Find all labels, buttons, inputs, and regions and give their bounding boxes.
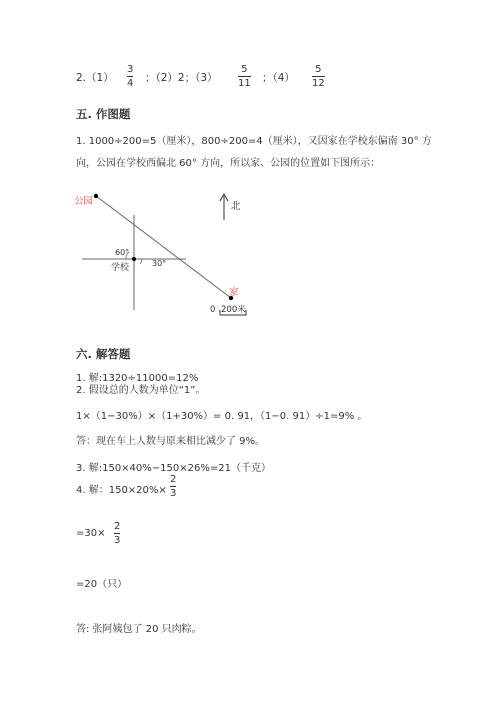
fraction-numerator: 2 [114, 521, 121, 532]
angle-60-label: 60° [115, 248, 130, 257]
angle-arc-30 [140, 259, 142, 264]
answer-2-conclusion: 答：现在车上人数与原来相比减少了 9%。 [76, 436, 266, 447]
section-6-heading: 六. 解答题 [76, 347, 131, 361]
angle-30-label: 30° [152, 259, 167, 268]
fraction-denominator: 3 [170, 488, 177, 499]
q2-prefix: 2.（1） [76, 72, 114, 84]
answer-4: 4. 解：150×20%× [76, 485, 167, 496]
q2-separator-2: ；（4） [262, 72, 295, 84]
answer-1: 1. 解:1320÷11000=12% [76, 373, 199, 384]
fraction-denominator: 3 [114, 535, 121, 546]
section-5-line-1: 1. 1000÷200=5（厘米），800÷200=4（厘米），又因家在学校东偏南 30° 方 [76, 136, 432, 147]
north-label: 北 [231, 201, 241, 212]
fraction-numerator: 5 [315, 64, 322, 75]
answer-4-step-1-fraction [114, 521, 120, 546]
fraction-denominator: 11 [238, 78, 251, 89]
fraction-numerator: 2 [170, 474, 177, 485]
section-5-line-2: 向，公园在学校西偏北 60° 方向，所以家、公园的位置如下图所示： [76, 158, 381, 169]
answer-2-calculation: 1×（1−30%）×（1+30%）= 0. 91，（1−0. 91）÷1=9% 。 [76, 411, 368, 422]
answer-4-step-1: =30× [76, 528, 106, 539]
fraction-numerator: 5 [241, 64, 248, 75]
fraction-bar [114, 533, 120, 534]
fraction-denominator: 4 [127, 78, 134, 89]
school-point [132, 257, 136, 261]
section-5-heading: 五. 作图题 [76, 107, 131, 121]
fraction-bar [170, 486, 176, 487]
scale-zero-label: 0 [210, 305, 216, 315]
scale-end-label: 200米 [221, 305, 246, 315]
fraction-denominator: 12 [312, 78, 325, 89]
park-point [94, 194, 98, 198]
answer-4-step-2: =20（只） [76, 579, 128, 590]
answer-3: 3. 解:150×40%−150×26%=21（千克） [76, 463, 271, 474]
school-label: 学校 [111, 263, 130, 273]
fraction-numerator: 3 [127, 64, 134, 75]
answer-4-fraction [170, 474, 176, 499]
answer-4-conclusion: 答: 张阿姨包了 20 只肉粽。 [76, 624, 202, 635]
park-label: 公园 [74, 196, 94, 207]
home-label: 家 [229, 287, 239, 298]
answer-2: 2. 假设总的人数为单位“1”。 [76, 385, 206, 396]
park-to-home-line [96, 196, 231, 298]
q2-separator-1: ；（2）2；（3） [145, 72, 218, 84]
